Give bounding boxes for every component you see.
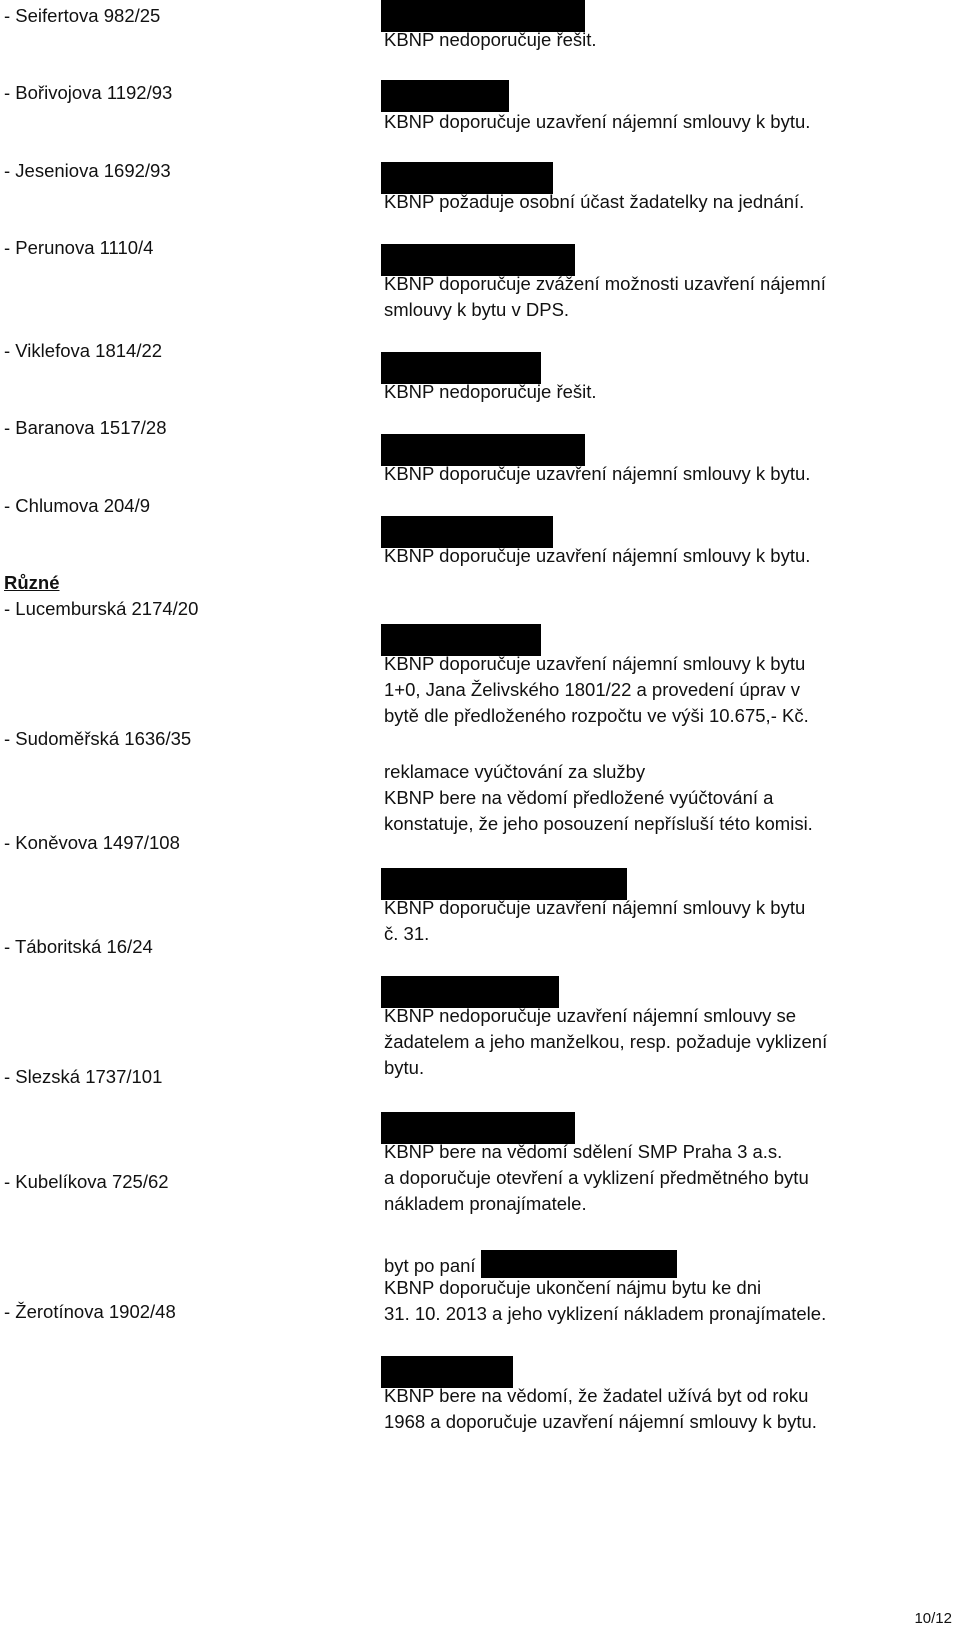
address-baranova: - Baranova 1517/28 [4, 417, 167, 438]
resolution-text: KBNP doporučuje uzavření nájemní smlouvy k bytu. [384, 545, 811, 566]
resolution-text: KBNP požaduje osobní účast žadatelky na jednání. [384, 191, 805, 212]
resolution-text: KBNP doporučuje zvážení možnosti uzavření nájemní [384, 273, 826, 294]
resolution-text: bytě dle předloženého rozpočtu ve výši 10.675,- Kč. [384, 705, 809, 726]
resolution-text: 1968 a doporučuje uzavření nájemní smlouvy k bytu. [384, 1411, 817, 1432]
address-zerotinova: - Žerotínova 1902/48 [4, 1301, 176, 1322]
resolution-text: smlouvy k bytu v DPS. [384, 299, 570, 320]
address-slezska: - Slezská 1737/101 [4, 1066, 163, 1087]
address-borivojova: - Bořivojova 1192/93 [4, 82, 173, 103]
address-chlumova: - Chlumova 204/9 [4, 495, 151, 516]
resolution-text: KBNP nedoporučuje řešit. [384, 381, 597, 402]
address-sudomerska: - Sudoměřská 1636/35 [4, 728, 192, 749]
resolution-text: 1+0, Jana Želivského 1801/22 a provedení úprav v [384, 679, 801, 700]
resolution-text: KBNP doporučuje uzavření nájemní smlouvy k bytu [384, 897, 806, 918]
resolution-text: žadatelem a jeho manželkou, resp. požaduje vyklizení [384, 1031, 828, 1052]
resolution-text: bytu. [384, 1057, 425, 1078]
address-taboritska: - Táboritská 16/24 [4, 936, 153, 957]
resolution-text: a doporučuje otevření a vyklizení předmětného bytu [384, 1167, 809, 1188]
address-jeseniova: - Jeseniova 1692/93 [4, 160, 171, 181]
resolution-text: KBNP bere na vědomí předložené vyúčtování a [384, 787, 774, 808]
address-seifertova: - Seifertova 982/25 [4, 5, 161, 26]
redacted-name [481, 1250, 677, 1278]
address-konevova: - Koněvova 1497/108 [4, 832, 180, 853]
resolution-text: byt po paní [384, 1255, 476, 1276]
resolution-text [384, 1250, 677, 1278]
resolution-text: nákladem pronajímatele. [384, 1193, 587, 1214]
resolution-text: KBNP nedoporučuje uzavření nájemní smlouvy se [384, 1005, 797, 1026]
resolution-text: KBNP nedoporučuje řešit. [384, 29, 597, 50]
resolution-text: 31. 10. 2013 a jeho vyklizení nákladem pronajímatele. [384, 1303, 827, 1324]
resolution-text: KBNP doporučuje uzavření nájemní smlouvy k bytu. [384, 111, 811, 132]
resolution-text: KBNP doporučuje uzavření nájemní smlouvy k bytu [384, 653, 806, 674]
address-viklefova: - Viklefova 1814/22 [4, 340, 163, 361]
section-heading: Různé [4, 572, 60, 593]
resolution-text: č. 31. [384, 923, 430, 944]
resolution-text: KBNP bere na vědomí, že žadatel užívá byt od roku [384, 1385, 809, 1406]
address-perunova: - Perunova 1110/4 [4, 237, 154, 258]
resolution-text: reklamace vyúčtování za služby [384, 761, 646, 782]
resolution-text: konstatuje, že jeho posouzení nepřísluší této komisi. [384, 813, 813, 834]
page-number: 10/12 [914, 1610, 952, 1627]
resolution-text: KBNP doporučuje ukončení nájmu bytu ke dni [384, 1277, 762, 1298]
resolution-text: KBNP doporučuje uzavření nájemní smlouvy k bytu. [384, 463, 811, 484]
redacted-name [381, 80, 509, 112]
resolution-text: KBNP bere na vědomí sdělení SMP Praha 3 a.s. [384, 1141, 783, 1162]
address-kubelikova: - Kubelíkova 725/62 [4, 1171, 169, 1192]
address-lucemburska: - Lucemburská 2174/20 [4, 598, 199, 619]
